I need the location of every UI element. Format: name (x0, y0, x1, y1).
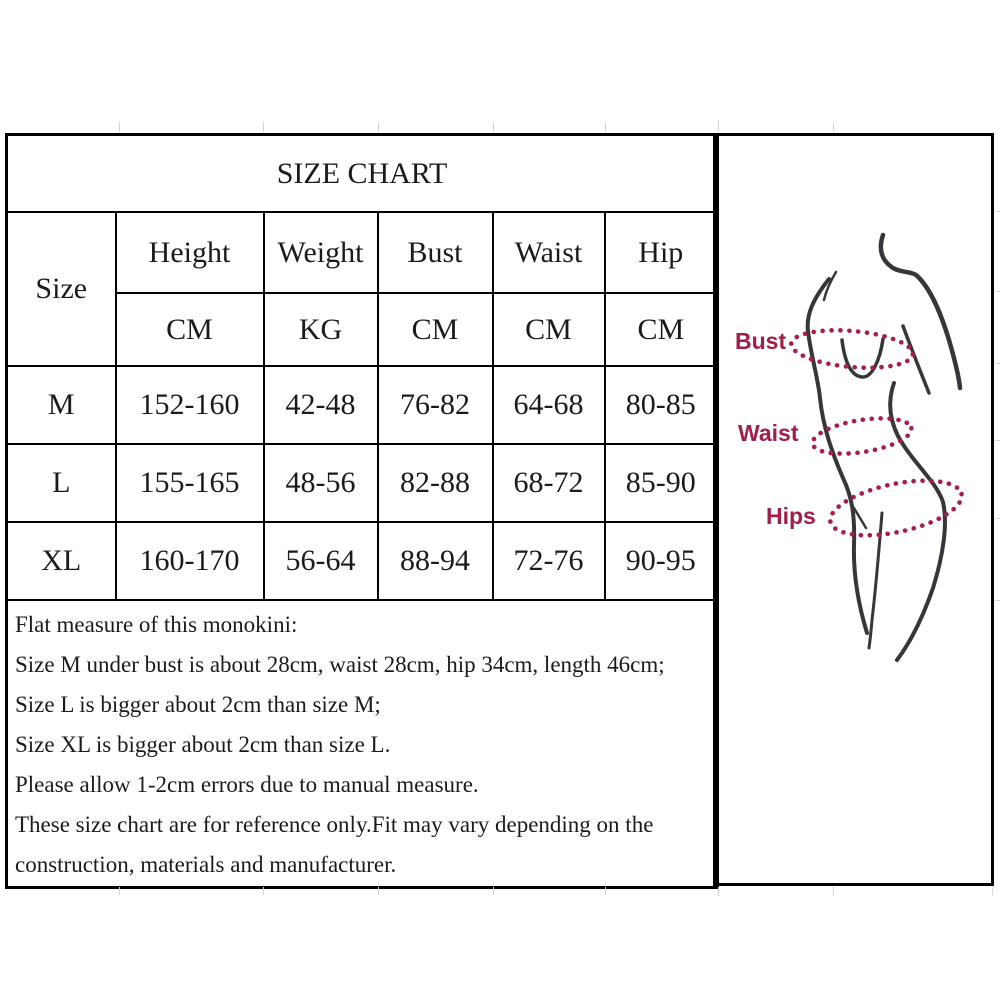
figure-label-bust: Bust (735, 328, 787, 354)
table-row-m (7, 366, 718, 444)
grid-artifact-tick (992, 887, 993, 895)
grid-artifact-tick (378, 887, 379, 895)
grid-artifact-tick (493, 122, 494, 132)
note-line-3: Size L is bigger about 2cm than size M; (15, 692, 381, 717)
cell-height: 155-165 (116, 444, 264, 522)
grid-artifact-tick (119, 887, 120, 895)
grid-artifact-tick (605, 122, 606, 132)
header-bust: Bust (378, 212, 493, 293)
cell-bust: 88-94 (378, 522, 493, 600)
note-line-2: Size M under bust is about 28cm, waist 28cm, hip 34cm, length 46cm; (15, 652, 665, 677)
grid-artifact-tick (119, 122, 120, 132)
header-height: Height (116, 212, 264, 293)
cell-height: 160-170 (116, 522, 264, 600)
cell-waist: 64-68 (493, 366, 605, 444)
grid-artifact-tick (995, 440, 1000, 441)
figure-panel (713, 133, 994, 886)
grid-artifact-tick (995, 518, 1000, 519)
cell-weight: 42-48 (264, 366, 378, 444)
note-line-6: These size chart are for reference only.Fit may vary depending on the (15, 812, 654, 837)
title-row (7, 135, 718, 213)
cell-waist: 68-72 (493, 444, 605, 522)
cell-hip: 90-95 (605, 522, 718, 600)
cell-size: L (7, 444, 116, 522)
cell-height: 152-160 (116, 366, 264, 444)
page-title: SIZE CHART (7, 135, 718, 213)
table-row-l (7, 444, 718, 522)
size-chart-table (5, 133, 719, 889)
header-size: Size (7, 212, 116, 366)
unit-height: CM (116, 293, 264, 366)
grid-artifact-tick (995, 363, 1000, 364)
figure-label-hips: Hips (766, 503, 816, 529)
note-line-5: Please allow 1-2cm errors due to manual measure. (15, 772, 479, 797)
header-row (7, 212, 718, 293)
grid-artifact-tick (833, 122, 834, 132)
grid-artifact-tick (995, 600, 1000, 601)
cell-size: XL (7, 522, 116, 600)
header-waist: Waist (493, 212, 605, 293)
cell-size: M (7, 366, 116, 444)
grid-artifact-tick (263, 887, 264, 895)
grid-artifact-tick (995, 211, 1000, 212)
unit-bust: CM (378, 293, 493, 366)
cell-bust: 82-88 (378, 444, 493, 522)
grid-artifact-tick (995, 291, 1000, 292)
unit-hip: CM (605, 293, 718, 366)
cell-waist: 72-76 (493, 522, 605, 600)
cell-bust: 76-82 (378, 366, 493, 444)
notes-row (7, 600, 718, 888)
header-hip: Hip (605, 212, 718, 293)
cell-weight: 56-64 (264, 522, 378, 600)
grid-artifact-tick (493, 887, 494, 895)
cell-weight: 48-56 (264, 444, 378, 522)
note-line-7: construction, materials and manufacturer. (15, 852, 397, 877)
unit-waist: CM (493, 293, 605, 366)
figure-label-waist: Waist (738, 420, 799, 446)
grid-artifact-tick (605, 887, 606, 895)
note-line-1: Flat measure of this monokini: (15, 612, 298, 637)
grid-artifact-tick (378, 122, 379, 132)
unit-weight: KG (264, 293, 378, 366)
grid-artifact-tick (263, 122, 264, 132)
grid-artifact-tick (833, 887, 834, 895)
note-line-4: Size XL is bigger about 2cm than size L. (15, 732, 391, 757)
grid-artifact-tick (718, 887, 719, 896)
grid-artifact-tick (718, 120, 719, 132)
notes-block (7, 600, 718, 888)
cell-hip: 80-85 (605, 366, 718, 444)
table-row-xl (7, 522, 718, 600)
header-weight: Weight (264, 212, 378, 293)
cell-hip: 85-90 (605, 444, 718, 522)
